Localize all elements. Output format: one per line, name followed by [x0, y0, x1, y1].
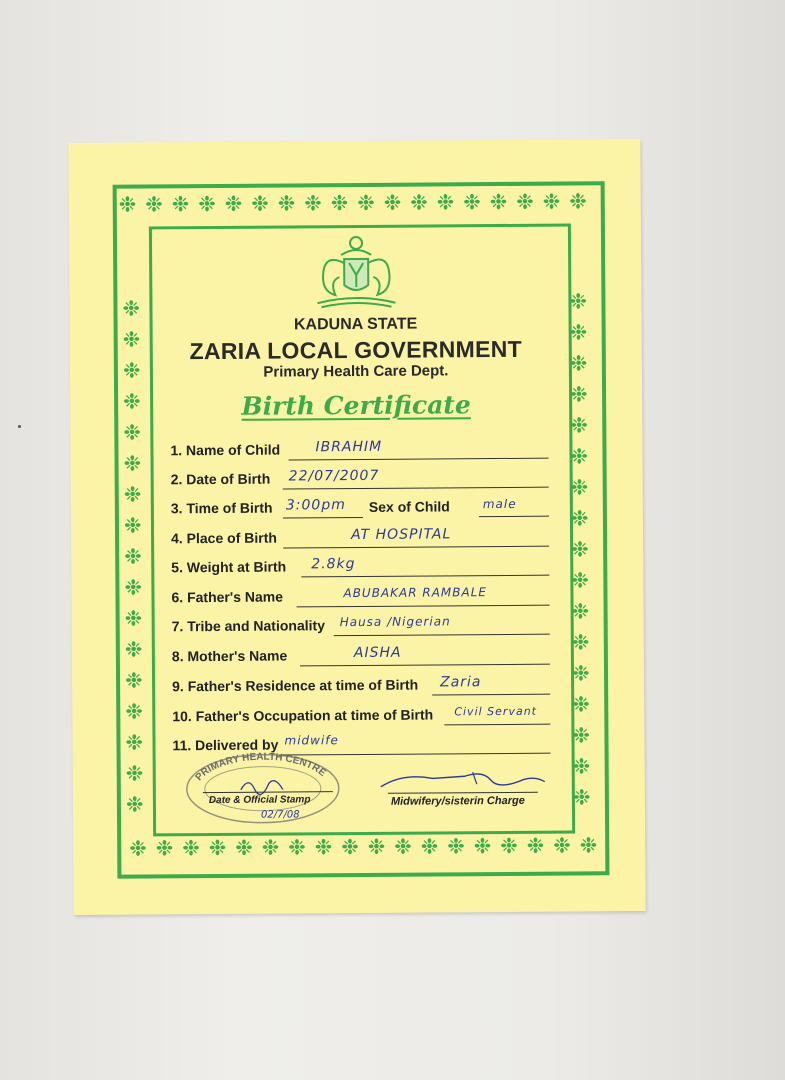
snowflake-icon: ❉: [463, 190, 481, 215]
snowflake-icon: ❉: [569, 382, 588, 407]
snowflake-icon: ❉: [571, 630, 590, 655]
snowflake-icon: ❉: [124, 668, 143, 693]
official-stamp: [183, 749, 344, 828]
snowflake-icon: ❉: [341, 834, 359, 860]
snowflake-icon: ❉: [123, 451, 142, 476]
state-heading: KADUNA STATE: [293, 315, 418, 334]
field-label-delivered: 11. Delivered by: [172, 736, 279, 754]
stamp-ring-text: PRIMARY HEALTH CENTRE: [193, 751, 328, 784]
field-label-time: 3. Time of Birth: [170, 499, 273, 517]
snowflake-icon: ❉: [122, 296, 141, 321]
snowflake-icon: ❉: [570, 444, 589, 469]
snowflake-icon: ❉: [367, 834, 386, 859]
snowflake-icon: ❉: [123, 389, 141, 414]
snowflake-icon: ❉: [410, 190, 428, 215]
snowflake-icon: ❉: [122, 327, 141, 352]
scan-speck: [18, 425, 21, 428]
lga-heading: ZARIA LOCAL GOVERNMENT: [189, 335, 523, 365]
field-label-father: 6. Father's Name: [171, 588, 284, 606]
snowflake-icon: ❉: [383, 190, 402, 215]
stamp-date: 02/7/08: [260, 809, 300, 821]
snowflake-icon: ❉: [420, 834, 439, 859]
snowflake-icon: ❉: [125, 730, 144, 755]
snowflake-icon: ❉: [572, 754, 591, 779]
snowflake-icon: ❉: [553, 833, 571, 858]
field-value-delivered: midwife: [284, 733, 339, 748]
snowflake-icon: ❉: [500, 833, 518, 859]
field-value-dob: 22/07/2007: [288, 467, 380, 485]
snowflake-icon: ❉: [569, 189, 587, 214]
snowflake-icon: ❉: [473, 834, 492, 859]
snowflake-icon: ❉: [572, 692, 590, 717]
field-value-residence: Zaria: [440, 674, 482, 691]
snowflake-icon: ❉: [569, 320, 588, 345]
snowflake-icon: ❉: [123, 513, 142, 538]
snowflake-icon: ❉: [125, 699, 143, 724]
field-value-mother: AISHA: [353, 644, 402, 662]
snowflake-icon: ❉: [123, 420, 142, 445]
snowflake-icon: ❉: [208, 835, 227, 861]
snowflake-icon: ❉: [304, 191, 322, 216]
field-label-tribe: 7. Tribe and Nationality: [171, 617, 326, 635]
field-label-residence: 9. Father's Residence at time of Birth: [172, 676, 419, 695]
snowflake-icon: ❉: [122, 358, 141, 383]
snowflake-icon: ❉: [224, 191, 243, 216]
snowflake-icon: ❉: [542, 189, 561, 214]
snowflake-icon: ❉: [570, 506, 589, 531]
snowflake-icon: ❉: [569, 289, 588, 314]
snowflake-icon: ❉: [145, 192, 163, 217]
snowflake-icon: ❉: [182, 836, 200, 861]
snowflake-icon: ❉: [124, 544, 142, 569]
snowflake-icon: ❉: [571, 599, 590, 624]
snowflake-icon: ❉: [572, 723, 591, 748]
midwife-signature: [373, 768, 553, 795]
field-value-time: 3:00pm: [285, 497, 346, 514]
field-value-tribe: Hausa /Nigerian: [339, 614, 451, 630]
snowflake-icon: ❉: [572, 785, 591, 810]
snowflake-icon: ❉: [155, 836, 174, 861]
snowflake-icon: ❉: [570, 475, 589, 500]
snowflake-icon: ❉: [516, 189, 534, 214]
snowflake-icon: ❉: [235, 835, 253, 860]
snowflake-icon: ❉: [124, 637, 143, 662]
field-value-father: ABUBAKAR RAMBALE: [343, 585, 488, 601]
field-label-weight: 5. Weight at Birth: [171, 558, 287, 576]
snowflake-icon: ❉: [251, 191, 269, 216]
snowflake-icon: ❉: [314, 835, 333, 860]
date-stamp-label: Date & Official Stamp: [208, 794, 311, 807]
snowflake-icon: ❉: [330, 191, 349, 216]
snowflake-icon: ❉: [526, 833, 545, 858]
snowflake-icon: ❉: [124, 606, 143, 631]
snowflake-icon: ❉: [123, 482, 142, 507]
certificate-title: Birth Certificate: [241, 390, 471, 421]
snowflake-icon: ❉: [571, 568, 590, 593]
snowflake-icon: ❉: [288, 835, 306, 860]
snowflake-icon: ❉: [171, 192, 190, 217]
field-value-weight: 2.8kg: [311, 556, 356, 573]
field-value-name: IBRAHIM: [315, 438, 383, 456]
snowflake-icon: ❉: [394, 834, 412, 859]
snowflake-icon: ❉: [571, 661, 590, 686]
snowflake-icon: ❉: [277, 191, 296, 216]
field-label-dob: 2. Date of Birth: [170, 470, 271, 488]
field-value-place: AT HOSPITAL: [351, 526, 452, 544]
snowflake-icon: ❉: [489, 189, 508, 215]
snowflake-icon: ❉: [118, 192, 137, 217]
snowflake-icon: ❉: [198, 191, 216, 217]
snowflake-icon: ❉: [569, 351, 588, 376]
snowflake-icon: ❉: [129, 836, 147, 861]
field-value-sex: male: [482, 496, 517, 512]
snowflake-icon: ❉: [571, 537, 589, 562]
snowflake-icon: ❉: [261, 835, 280, 860]
midwifery-label: Midwifery/sisterin Charge: [390, 794, 525, 808]
field-value-occupation: Civil Servant: [454, 704, 538, 719]
snowflake-icon: ❉: [447, 834, 465, 859]
department-heading: Primary Health Care Dept.: [263, 362, 449, 381]
coat-of-arms-icon: [311, 233, 402, 316]
field-label-name: 1. Name of Child: [170, 441, 281, 459]
field-label-mother: 8. Mother's Name: [171, 647, 288, 665]
snowflake-icon: ❉: [436, 190, 455, 215]
field-label-place: 4. Place of Birth: [171, 529, 277, 547]
snowflake-icon: ❉: [124, 575, 143, 600]
field-label-occupation: 10. Father's Occupation at time of Birth: [172, 706, 434, 725]
snowflake-icon: ❉: [125, 792, 144, 817]
snowflake-icon: ❉: [125, 761, 144, 786]
birth-certificate: [68, 139, 645, 915]
snowflake-icon: ❉: [570, 413, 588, 438]
snowflake-icon: ❉: [357, 190, 375, 215]
snowflake-icon: ❉: [579, 833, 598, 858]
field-label-sex: Sex of Child: [368, 498, 450, 515]
